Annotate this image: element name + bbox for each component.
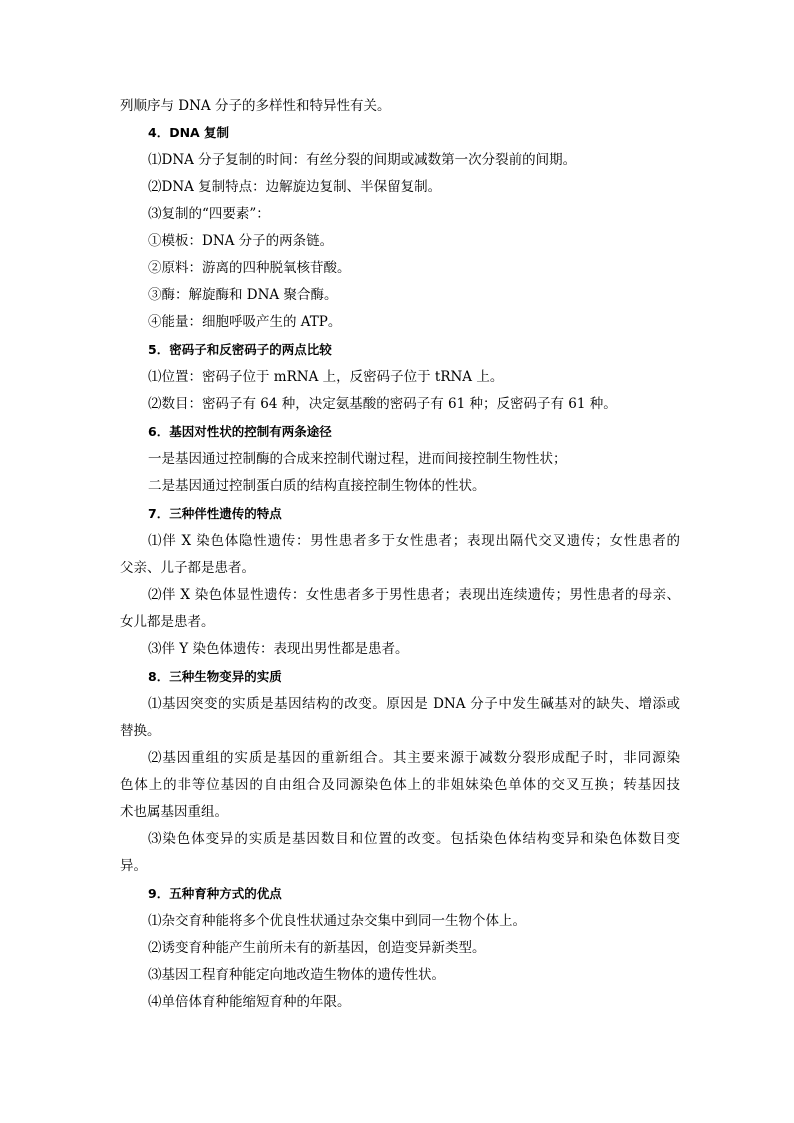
- text-line: ⑴伴 X 染色体隐性遗传：男性患者多于女性患者；表现出隔代交叉遗传；女性患者的: [148, 533, 680, 549]
- text-line: ③酶：解旋酶和 DNA 聚合酶。: [148, 287, 338, 303]
- section-heading: 9．五种育种方式的优点: [148, 886, 282, 901]
- text-line: ⑵伴 X 染色体显性遗传：女性患者多于男性患者；表现出连续遗传；男性患者的母亲、: [148, 587, 680, 603]
- section-heading: 6．基因对性状的控制有两条途径: [148, 424, 332, 439]
- text-line: ④能量：细胞呼吸产生的 ATP。: [148, 314, 342, 330]
- section-heading: 4．DNA 复制: [148, 125, 230, 140]
- text-line: ⑶基因工程育种能定向地改造生物体的遗传性状。: [148, 967, 445, 983]
- text-line: 二是基因通过控制蛋白质的结构直接控制生物体的性状。: [148, 478, 486, 494]
- text-line: ⑵DNA 复制特点：边解旋边复制、半保留复制。: [148, 179, 442, 195]
- text-line: 异。: [120, 858, 147, 874]
- text-line: ⑶染色体变异的实质是基因数目和位置的改变。包括染色体结构变异和染色体数目变: [148, 831, 680, 847]
- text-line: ⑴DNA 分子复制的时间：有丝分裂的间期或减数第一次分裂前的间期。: [148, 152, 577, 168]
- text-line: ②原料：游离的四种脱氧核苷酸。: [148, 260, 351, 276]
- text-line: 术也属基因重组。: [120, 804, 228, 820]
- text-line: ⑴基因突变的实质是基因结构的改变。原因是 DNA 分子中发生碱基对的缺失、增添或: [148, 696, 680, 712]
- text-line: ⑷单倍体育种能缩短育种的年限。: [148, 994, 351, 1010]
- text-line: ⑴杂交育种能将多个优良性状通过杂交集中到同一生物个体上。: [148, 913, 526, 929]
- text-line: ①模板：DNA 分子的两条链。: [148, 233, 334, 249]
- text-line: 替换。: [120, 723, 161, 739]
- text-line: ⑵诱变育种能产生前所未有的新基因，创造变异新类型。: [148, 940, 486, 956]
- text-line: 列顺序与 DNA 分子的多样性和特异性有关。: [120, 98, 391, 114]
- text-line: 女儿都是患者。: [120, 614, 215, 630]
- text-line: ⑶复制的“四要素”：: [148, 206, 270, 222]
- text-line: ⑵基因重组的实质是基因的重新组合。其主要来源于减数分裂形成配子时，非同源染: [148, 750, 680, 766]
- section-heading: 7．三种伴性遗传的特点: [148, 506, 282, 521]
- text-line: ⑵数目：密码子有 64 种，决定氨基酸的密码子有 61 种；反密码子有 61 种。: [148, 396, 617, 412]
- text-line: 父亲、儿子都是患者。: [120, 560, 255, 576]
- text-line: ⑶伴 Y 染色体遗传：表现出男性都是患者。: [148, 641, 409, 657]
- text-line: 一是基因通过控制酶的合成来控制代谢过程，进而间接控制生物性状；: [148, 451, 567, 467]
- text-line: ⑴位置：密码子位于 mRNA 上，反密码子位于 tRNA 上。: [148, 369, 504, 385]
- section-heading: 8．三种生物变异的实质: [148, 669, 282, 684]
- section-heading: 5．密码子和反密码子的两点比较: [148, 342, 332, 357]
- text-line: 色体上的非等位基因的自由组合及同源染色体上的非姐妹染色单体的交叉互换；转基因技: [120, 777, 680, 793]
